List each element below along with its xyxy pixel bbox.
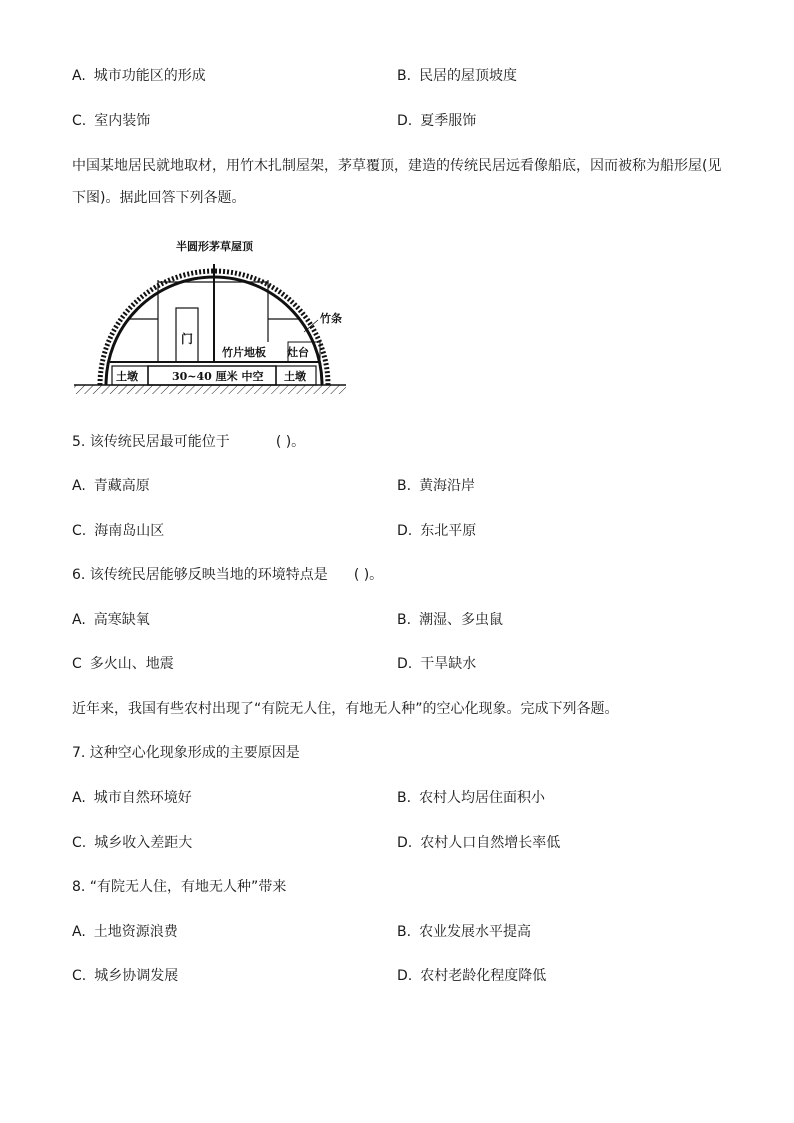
option-text: 青藏高原 — [93, 478, 150, 494]
option-text: 城市功能区的形成 — [93, 68, 206, 84]
ground-hatching — [74, 385, 346, 394]
q5-option-b — [397, 476, 475, 496]
option-letter: B. — [397, 612, 412, 628]
option-letter: B. — [397, 68, 412, 84]
q8-option-c — [72, 966, 178, 986]
hollow-label: 30~40 厘米 中空 — [172, 370, 264, 383]
option-text: 夏季服饰 — [420, 113, 477, 129]
q4-option-b — [397, 66, 517, 86]
option-letter: A. — [72, 478, 86, 494]
q5-option-a — [72, 476, 150, 496]
q6-option-a — [72, 610, 150, 630]
answer-blank: ( )。 — [275, 434, 306, 450]
answer-blank: ( )。 — [353, 567, 384, 583]
option-text: 东北平原 — [420, 523, 477, 539]
option-letter: C. — [72, 113, 87, 129]
q8-option-a — [72, 922, 178, 942]
q6-option-c — [72, 654, 174, 674]
q5-option-c — [72, 521, 164, 541]
intro-paragraph-line-1: 中国某地居民就地取材，用竹木扎制屋架，茅草覆顶，建造的传统民居远看像船底，因而被称为船形屋(见 — [72, 158, 722, 174]
option-text: 农业发展水平提高 — [419, 924, 532, 940]
option-text: 土地资源浪费 — [93, 924, 178, 940]
stove-label: 灶台 — [287, 346, 309, 359]
earth-right-label: 土墩 — [284, 370, 306, 383]
q7-option-b — [397, 788, 545, 808]
option-text: 农村人均居住面积小 — [419, 790, 546, 806]
q7-option-c — [72, 833, 192, 853]
bamboo-label: 竹条 — [320, 312, 342, 325]
option-letter: D. — [397, 656, 413, 672]
option-text: 城乡收入差距大 — [94, 835, 193, 851]
option-text: 城市自然环境好 — [93, 790, 192, 806]
option-text: 民居的屋顶坡度 — [419, 68, 518, 84]
q7-option-a — [72, 788, 192, 808]
option-text: 干旱缺水 — [420, 656, 477, 672]
option-text: 潮湿、多虫鼠 — [419, 612, 504, 628]
option-text: 高寒缺氧 — [93, 612, 150, 628]
intro-paragraph-2: 近年来，我国有些农村出现了“有院无人住，有地无人种”的空心化现象。完成下列各题。 — [72, 701, 619, 717]
option-letter: D. — [397, 968, 413, 984]
q6-option-d — [397, 654, 476, 674]
option-letter: C. — [72, 523, 87, 539]
option-letter: C — [72, 656, 82, 672]
q8-option-d — [397, 966, 546, 986]
option-text: 农村老龄化程度降低 — [420, 968, 547, 984]
q7-option-d — [397, 833, 560, 853]
option-letter: B. — [397, 790, 412, 806]
door-label: 门 — [181, 332, 194, 346]
q5-stem — [72, 432, 305, 452]
option-letter: D. — [397, 523, 413, 539]
floor-label: 竹片地板 — [222, 346, 266, 359]
intro-paragraph-line-2: 下图)。据此回答下列各题。 — [72, 190, 246, 206]
option-letter: A. — [72, 612, 86, 628]
option-letter: B. — [397, 924, 412, 940]
option-text: 城乡协调发展 — [94, 968, 179, 984]
option-text: 黄海沿岸 — [419, 478, 476, 494]
q5-option-d — [397, 521, 476, 541]
question-text: 5. 该传统民居最可能位于 — [72, 434, 230, 450]
q8-option-b — [397, 922, 531, 942]
option-letter: A. — [72, 68, 86, 84]
earth-left-label: 土墩 — [116, 370, 138, 383]
q4-option-a — [72, 66, 206, 86]
option-text: 多火山、地震 — [89, 656, 174, 672]
option-letter: C. — [72, 968, 87, 984]
q8-stem: 8. “有院无人住，有地无人种”带来 — [72, 879, 287, 895]
boat-house-diagram — [72, 228, 362, 400]
q6-stem — [72, 565, 383, 585]
option-letter: C. — [72, 835, 87, 851]
option-text: 室内装饰 — [94, 113, 151, 129]
q7-stem: 7. 这种空心化现象形成的主要原因是 — [72, 745, 300, 761]
q4-option-d — [397, 111, 476, 131]
roof-label: 半圆形茅草屋顶 — [176, 240, 253, 253]
option-letter: D. — [397, 835, 413, 851]
option-letter: B. — [397, 478, 412, 494]
option-text: 海南岛山区 — [94, 523, 165, 539]
q6-option-b — [397, 610, 503, 630]
q4-option-c — [72, 111, 150, 131]
option-letter: D. — [397, 113, 413, 129]
question-text: 6. 该传统民居能够反映当地的环境特点是 — [72, 567, 328, 583]
option-letter: A. — [72, 790, 86, 806]
option-text: 农村人口自然增长率低 — [420, 835, 561, 851]
option-letter: A. — [72, 924, 86, 940]
